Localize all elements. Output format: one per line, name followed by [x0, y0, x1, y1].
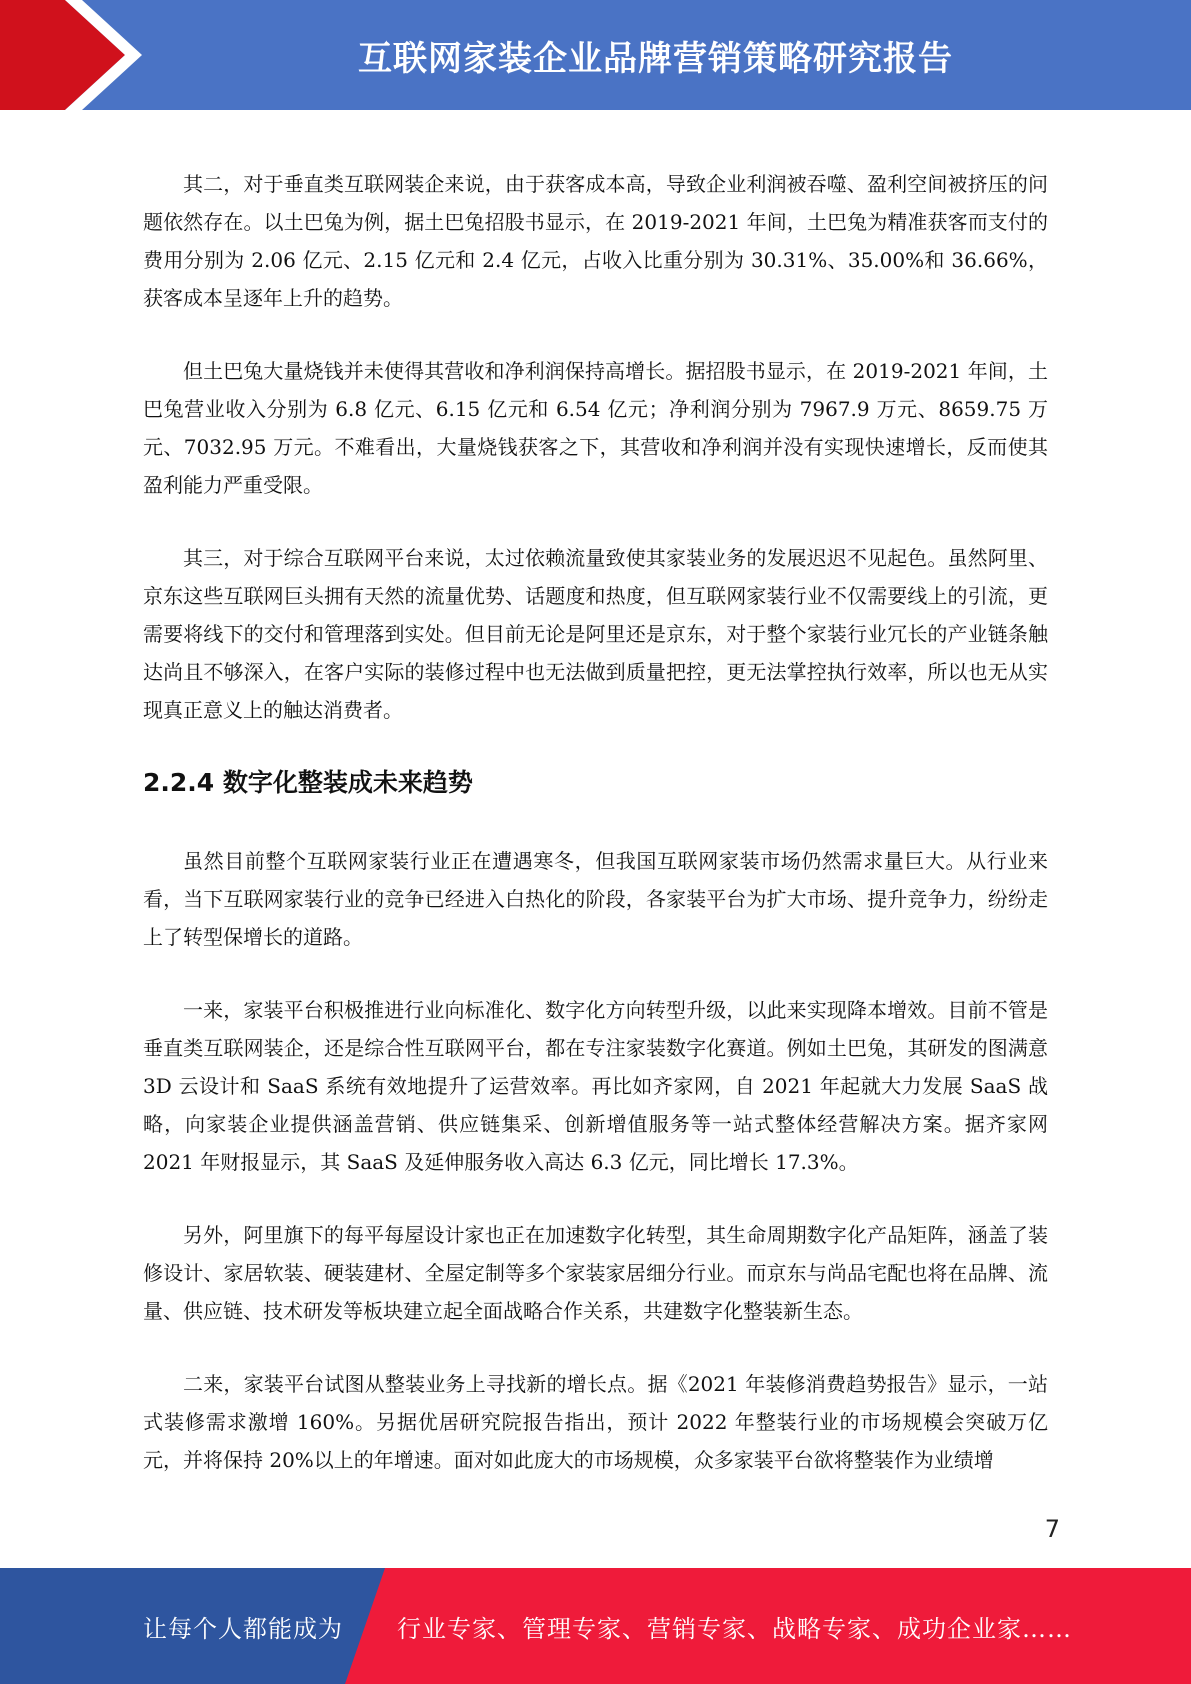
- page-number: 7: [1044, 1515, 1060, 1543]
- paragraph: 一来，家装平台积极推进行业向标准化、数字化方向转型升级，以此来实现降本增效。目前不管是垂直类互联网装企，还是综合性互联网平台，都在专注家装数字化赛道。例如土巴兔，其研发的图满意 3D 云设计和 SaaS 系统有效地提升了运营效率。再比如齐家网，自 2021 年起就大力发展 SaaS 战略，向家装企业提供涵盖营销、供应链集采、创新增值服务等一站式整体经营解决方案。据齐家网 2021 年财报显示，其 SaaS 及延伸服务收入高达 6.3 亿元，同比增长 17.3%。: [143, 998, 1048, 1174]
- paragraph: 其三，对于综合互联网平台来说，太过依赖流量致使其家装业务的发展迟迟不见起色。虽然阿里、京东这些互联网巨头拥有天然的流量优势、话题度和热度，但互联网家装行业不仅需要线上的引流，更需要将线下的交付和管理落到实处。但目前无论是阿里还是京东，对于整个家装行业冗长的产业链条触达尚且不够深入，在客户实际的装修过程中也无法做到质量把控，更无法掌控执行效率，所以也无从实现真正意义上的触达消费者。: [143, 546, 1048, 722]
- paragraph: 另外，阿里旗下的每平每屋设计家也正在加速数字化转型，其生命周期数字化产品矩阵，涵盖了装修设计、家居软装、硬装建材、全屋定制等多个家装家居细分行业。而京东与尚品宅配也将在品牌、流量、供应链、技术研发等板块建立起全面战略合作关系，共建数字化整装新生态。: [143, 1223, 1048, 1323]
- paragraph: 二来，家装平台试图从整装业务上寻找新的增长点。据《2021 年装修消费趋势报告》显示，一站式装修需求激增 160%。另据优居研究院报告指出，预计 2022 年整装行业的市场规模会突破万亿元，并将保持 20%以上的年增速。面对如此庞大的市场规模，众多家装平台欲将整装作为业绩增: [143, 1372, 1048, 1472]
- paragraph: 虽然目前整个互联网家装行业正在遭遇寒冬，但我国互联网家装市场仍然需求量巨大。从行业来看，当下互联网家装行业的竞争已经进入白热化的阶段，各家装平台为扩大市场、提升竞争力，纷纷走上了转型保增长的道路。: [143, 849, 1048, 949]
- paragraph: 但土巴兔大量烧钱并未使得其营收和净利润保持高增长。据招股书显示，在 2019-2021 年间，土巴兔营业收入分别为 6.8 亿元、6.15 亿元和 6.54 亿元；净利润分别为 7967.9 万元、8659.75 万元、7032.95 万元。不难看出，大量烧钱获客之下，其营收和净利润并没有实现快速增长，反而使其盈利能力严重受限。: [143, 359, 1048, 497]
- footer-slogan-left: 让每个人都能成为: [143, 1614, 343, 1643]
- page-footer: [0, 1568, 1191, 1684]
- page-header: [0, 0, 1191, 110]
- section-heading: 2.2.4 数字化整装成未来趋势: [143, 768, 473, 797]
- footer-slogan-right: 行业专家、管理专家、营销专家、战略专家、成功企业家……: [397, 1614, 1072, 1643]
- document-body: [143, 165, 1048, 1514]
- paragraph: 其二，对于垂直类互联网装企来说，由于获客成本高，导致企业利润被吞噬、盈利空间被挤压的问题依然存在。以土巴兔为例，据土巴兔招股书显示，在 2019-2021 年间，土巴兔为精准获客而支付的费用分别为 2.06 亿元、2.15 亿元和 2.4 亿元，占收入比重分别为 30.31%、35.00%和 36.66%，获客成本呈逐年上升的趋势。: [143, 172, 1048, 310]
- report-title: 互联网家装企业品牌营销策略研究报告: [358, 38, 953, 79]
